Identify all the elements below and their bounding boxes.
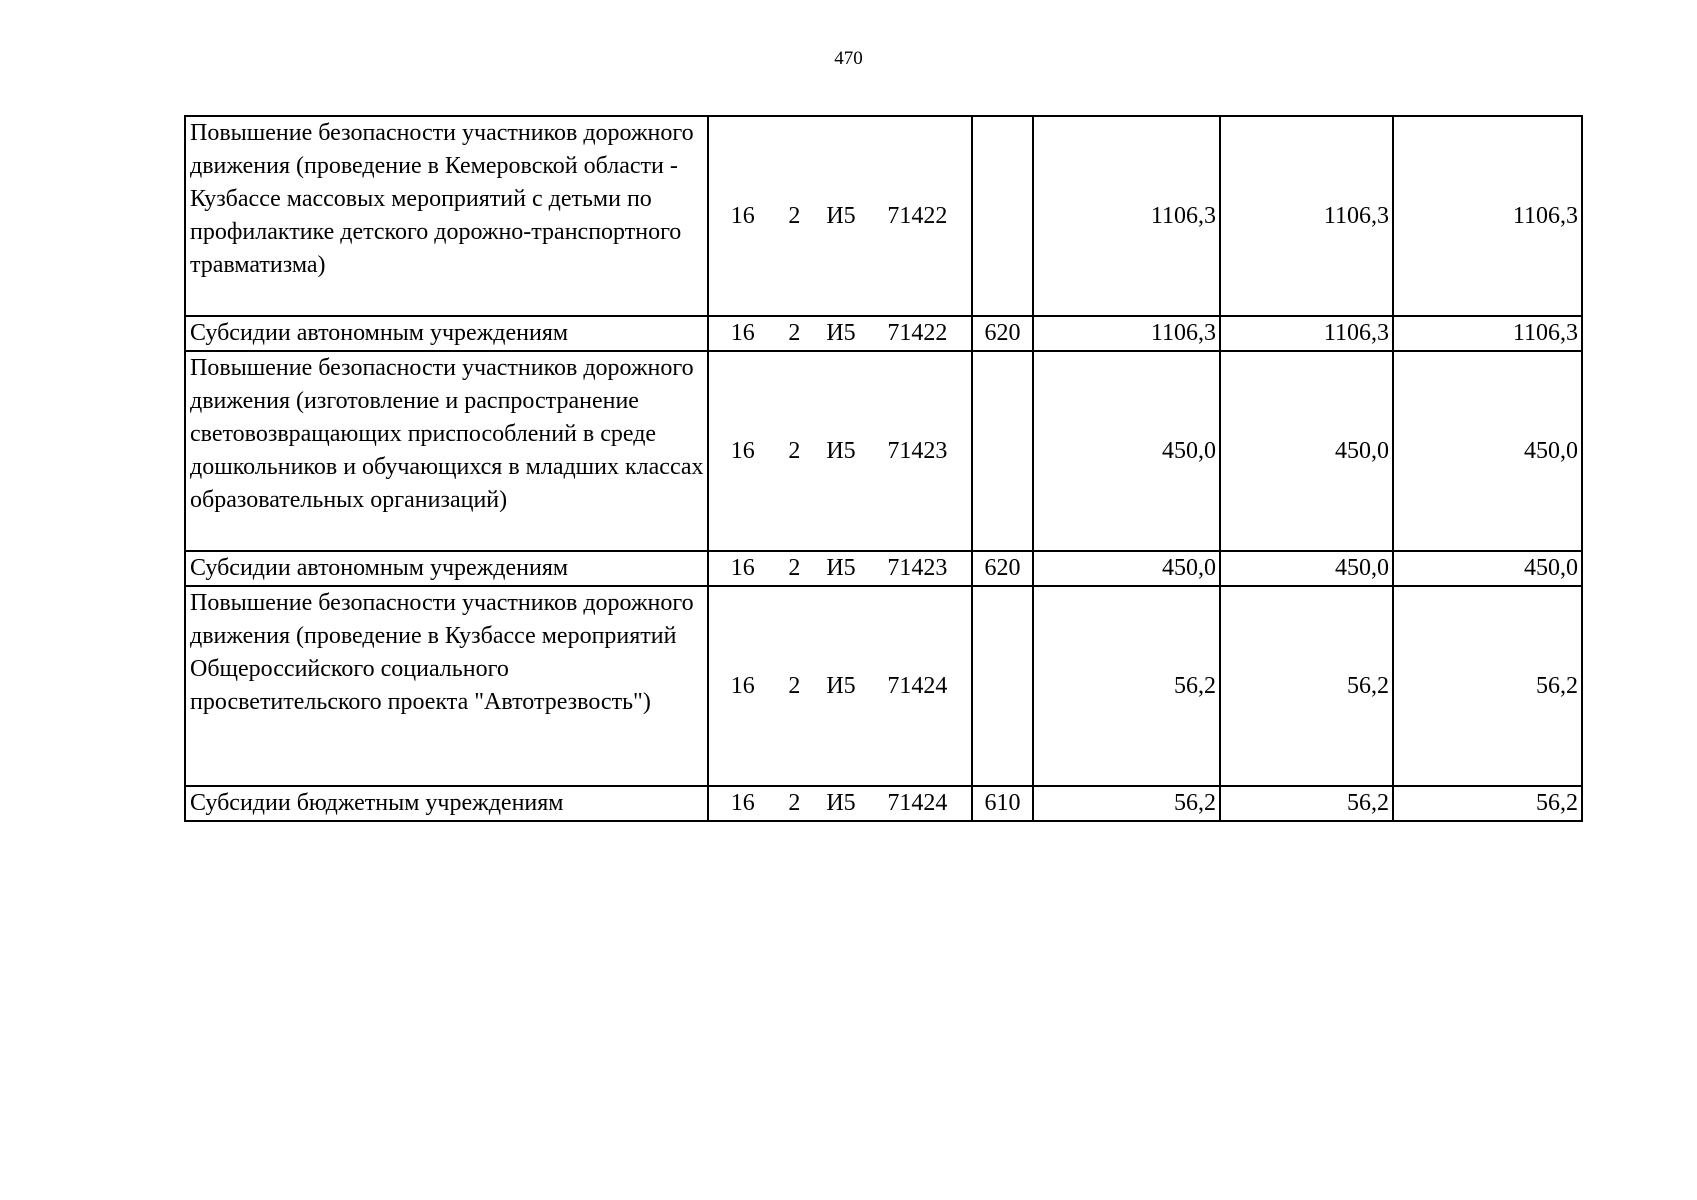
code-section: 16	[730, 672, 755, 699]
code-section: 16	[730, 320, 755, 346]
page-number: 470	[834, 48, 863, 69]
code-direction: 71424	[887, 790, 948, 816]
code-section: 16	[730, 555, 755, 581]
row-codes	[708, 586, 972, 786]
expense-type-code	[972, 586, 1033, 786]
budget-table	[184, 115, 1583, 822]
amount-year-1: 56,2	[1033, 786, 1220, 821]
expense-type-code: 620	[972, 551, 1033, 586]
code-project: И5	[826, 790, 856, 816]
amount-year-3: 1106,3	[1393, 316, 1582, 351]
code-subprogram: 2	[788, 320, 801, 346]
row-description: Субсидии бюджетным учреждениям	[185, 786, 708, 821]
code-project: И5	[826, 320, 856, 346]
table-row	[185, 351, 1582, 551]
amount-year-1: 56,2	[1033, 586, 1220, 786]
code-subprogram: 2	[788, 555, 801, 581]
code-project: И5	[826, 437, 856, 464]
amount-year-3: 56,2	[1393, 786, 1582, 821]
table-row	[185, 551, 1582, 586]
amount-year-2: 1106,3	[1220, 316, 1393, 351]
code-direction: 71423	[887, 437, 948, 464]
code-project: И5	[826, 202, 856, 229]
code-section: 16	[730, 437, 755, 464]
table-row	[185, 786, 1582, 821]
code-direction: 71424	[887, 672, 948, 699]
row-codes	[708, 551, 972, 586]
amount-year-1: 450,0	[1033, 351, 1220, 551]
amount-year-3: 1106,3	[1393, 116, 1582, 316]
row-codes	[708, 116, 972, 316]
amount-year-3: 450,0	[1393, 551, 1582, 586]
row-description: Субсидии автономным учреждениям	[185, 551, 708, 586]
code-project: И5	[826, 672, 856, 699]
amount-year-2: 56,2	[1220, 586, 1393, 786]
table-row	[185, 586, 1582, 786]
code-subprogram: 2	[788, 790, 801, 816]
code-subprogram: 2	[788, 672, 801, 699]
row-description: Субсидии автономным учреждениям	[185, 316, 708, 351]
row-codes	[708, 316, 972, 351]
amount-year-2: 1106,3	[1220, 116, 1393, 316]
amount-year-2: 450,0	[1220, 551, 1393, 586]
table-row	[185, 316, 1582, 351]
row-description: Повышение безопасности участников дорожного движения (проведение в Кемеровской области - Кузбассе массовых мероприятий с детьми по профилактике детского дорожно-транспортного травматизма)	[185, 116, 708, 316]
expense-type-code: 610	[972, 786, 1033, 821]
code-subprogram: 2	[788, 437, 801, 464]
amount-year-1: 1106,3	[1033, 116, 1220, 316]
code-subprogram: 2	[788, 202, 801, 229]
amount-year-3: 450,0	[1393, 351, 1582, 551]
code-direction: 71422	[887, 320, 948, 346]
code-direction: 71423	[887, 555, 948, 581]
expense-type-code: 620	[972, 316, 1033, 351]
code-section: 16	[730, 790, 755, 816]
row-codes	[708, 786, 972, 821]
row-codes	[708, 351, 972, 551]
amount-year-1: 1106,3	[1033, 316, 1220, 351]
code-section: 16	[730, 202, 755, 229]
code-project: И5	[826, 555, 856, 581]
row-description: Повышение безопасности участников дорожного движения (изготовление и распространение световозвращающих приспособлений в среде дошкольников и обучающихся в младших классах образовательных организаций)	[185, 351, 708, 551]
code-direction: 71422	[887, 202, 948, 229]
amount-year-1: 450,0	[1033, 551, 1220, 586]
expense-type-code	[972, 116, 1033, 316]
expense-type-code	[972, 351, 1033, 551]
amount-year-3: 56,2	[1393, 586, 1582, 786]
amount-year-2: 450,0	[1220, 351, 1393, 551]
amount-year-2: 56,2	[1220, 786, 1393, 821]
row-description: Повышение безопасности участников дорожного движения (проведение в Кузбассе мероприятий Общероссийского социального просветительского проекта "Автотрезвость")	[185, 586, 708, 786]
table-row	[185, 116, 1582, 316]
